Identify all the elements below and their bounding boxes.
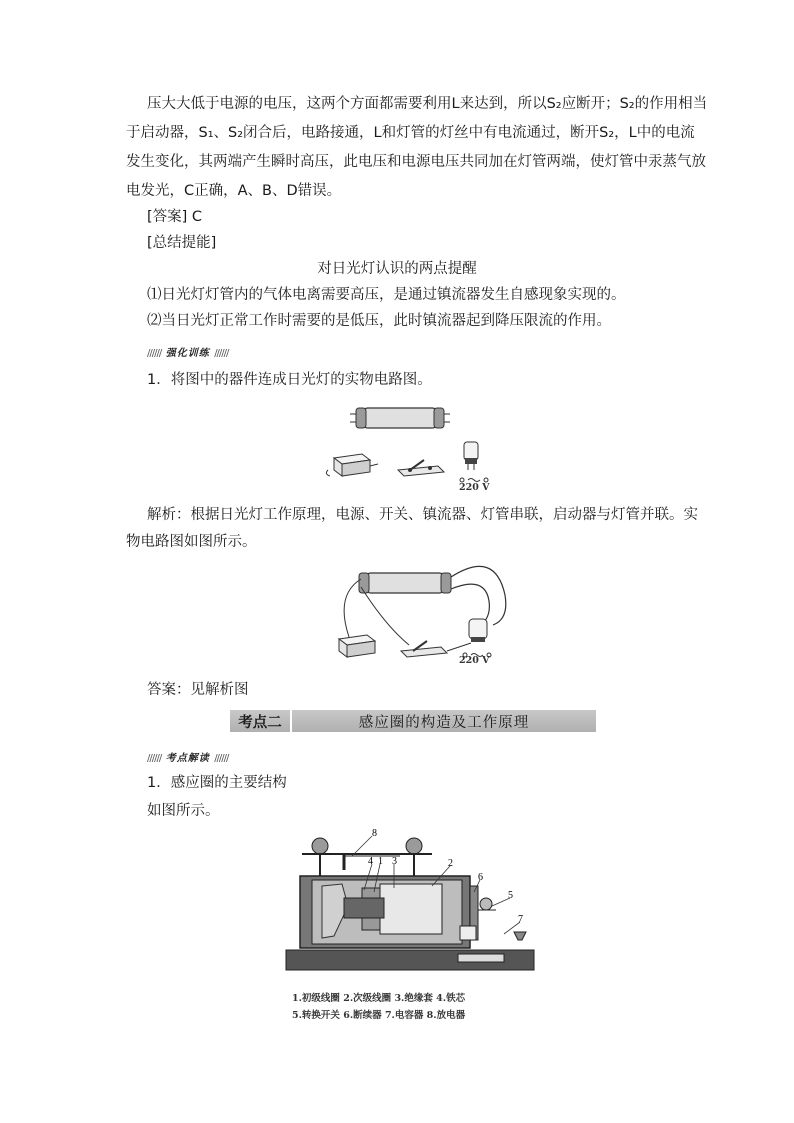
figure-3-label-7: 7 bbox=[518, 914, 523, 925]
summary-point-2: ⑵当日光灯正常工作时需要的是低压，此时镇流器起到降压限流的作用。 bbox=[147, 313, 611, 329]
figure-1-components bbox=[320, 400, 520, 500]
section-tag-training: ////// 强化训练 ////// bbox=[147, 348, 229, 359]
wire-loop bbox=[451, 566, 506, 625]
figure-3-label-5: 5 bbox=[508, 890, 513, 901]
section-banner bbox=[230, 710, 596, 732]
ballast-icon bbox=[326, 454, 378, 476]
lamp-tube-icon bbox=[359, 573, 451, 593]
starter-icon bbox=[469, 619, 487, 642]
figure-3-caption-line-2: 5.转换开关 6.断续器 7.电容器 8.放电器 bbox=[292, 1010, 466, 1021]
answer-1: [答案] C bbox=[147, 209, 203, 225]
banner-left-label: 考点二 bbox=[238, 714, 282, 731]
figure-2-voltage: 220 V bbox=[459, 655, 490, 666]
analysis-line-2: 物电路图如图所示。 bbox=[126, 534, 257, 550]
paragraph-line-4: 电发光，C正确，A、B、D错误。 bbox=[126, 183, 342, 199]
summary-title: 对日光灯认识的两点提醒 bbox=[317, 261, 477, 277]
discharger-ball-right bbox=[406, 838, 422, 854]
paragraph-line-3: 发生变化，其两端产生瞬时高压，此电压和电源电压共同加在灯管两端，使灯管中汞蒸气放 bbox=[126, 154, 706, 170]
lamp-tube-icon bbox=[350, 408, 450, 428]
figure-3-label-4: 4 bbox=[368, 856, 373, 867]
figure-2-circuit bbox=[325, 555, 525, 665]
summary-label: [总结提能] bbox=[147, 235, 217, 251]
answer-2: 答案：见解析图 bbox=[147, 682, 249, 698]
ballast-icon bbox=[339, 635, 375, 657]
figure-3-label-8: 8 bbox=[372, 828, 377, 839]
knife-switch-icon bbox=[401, 641, 447, 657]
figure-3-caption-line-1: 1.初级线圈 2.次级线圈 3.绝缘套 4.铁芯 bbox=[292, 993, 466, 1004]
starter-icon bbox=[464, 442, 478, 470]
point-1-text: 如图所示。 bbox=[147, 803, 220, 819]
figure-3-label-6: 6 bbox=[478, 872, 483, 883]
paragraph-line-2: 于启动器，S₁、S₂闭合后，电路接通，L和灯管的灯丝中有电流通过，断开S₂，L中的电流 bbox=[126, 125, 695, 141]
figure-3-label-2: 2 bbox=[448, 858, 453, 869]
analysis-line-1: 解析：根据日光灯工作原理，电源、开关、镇流器、灯管串联，启动器与灯管并联。实 bbox=[147, 507, 698, 523]
figure-3-induction-coil bbox=[282, 826, 542, 976]
section-tag-reading: ////// 考点解读 ////// bbox=[147, 753, 229, 764]
paragraph-line-1: 压大大低于电源的电压，这两个方面都需要利用L来达到，所以S₂应断开；S₂的作用相当 bbox=[147, 96, 708, 112]
banner-right-label: 感应圈的构造及工作原理 bbox=[358, 714, 530, 731]
summary-point-1: ⑴日光灯灯管内的气体电离需要高压，是通过镇流器发生自感现象实现的。 bbox=[147, 287, 626, 303]
exercise-1: 1．将图中的器件连成日光灯的实物电路图。 bbox=[147, 372, 432, 388]
point-1-title: 1．感应圈的主要结构 bbox=[147, 775, 287, 791]
figure-3-label-3: 3 bbox=[392, 856, 397, 867]
discharger-ball-left bbox=[312, 838, 328, 854]
figure-3-label-1: 1 bbox=[378, 856, 383, 867]
figure-1-voltage: 220 V bbox=[459, 482, 490, 493]
knife-switch-icon bbox=[398, 460, 444, 476]
